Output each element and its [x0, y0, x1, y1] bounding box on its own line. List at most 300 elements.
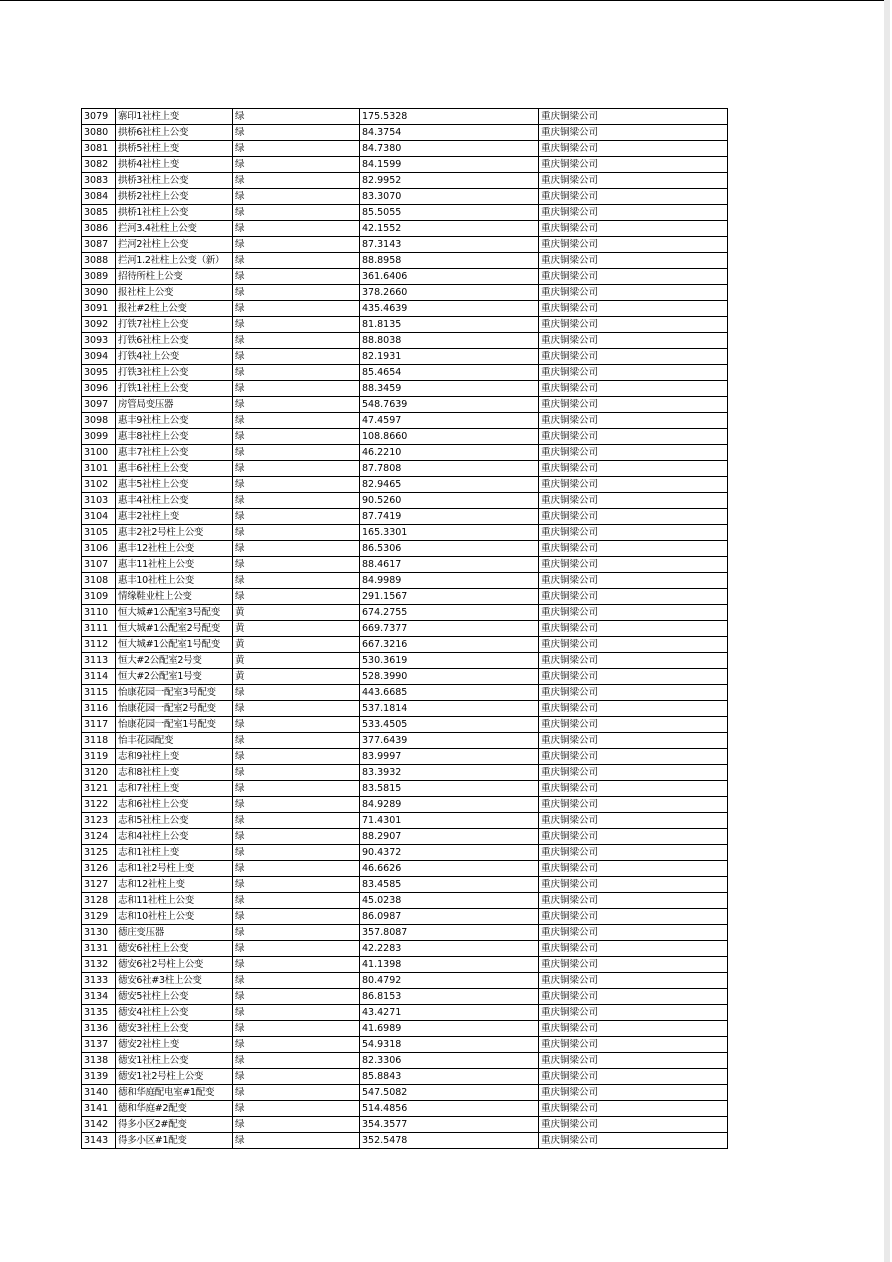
grade-cell: 绿 [233, 1053, 360, 1069]
grade-cell: 绿 [233, 1037, 360, 1053]
company-cell: 重庆铜梁公司 [539, 669, 728, 685]
value-cell: 71.4301 [360, 813, 539, 829]
grade-cell: 绿 [233, 717, 360, 733]
table-row [82, 301, 728, 317]
value-cell: 175.5328 [360, 109, 539, 125]
row-id-cell: 3142 [82, 1117, 116, 1133]
row-id-cell: 3139 [82, 1069, 116, 1085]
company-cell: 重庆铜梁公司 [539, 301, 728, 317]
grade-cell: 绿 [233, 397, 360, 413]
grade-cell: 绿 [233, 301, 360, 317]
grade-cell: 绿 [233, 317, 360, 333]
row-id-cell: 3109 [82, 589, 116, 605]
value-cell: 45.0238 [360, 893, 539, 909]
company-cell: 重庆铜梁公司 [539, 269, 728, 285]
value-cell: 354.3577 [360, 1117, 539, 1133]
table-row [82, 317, 728, 333]
transformer-name-cell: 惠丰2社柱上变 [116, 509, 233, 525]
table-row [82, 669, 728, 685]
transformer-name-cell: 志和7社柱上变 [116, 781, 233, 797]
transformer-name-cell: 惠丰2社2号柱上公变 [116, 525, 233, 541]
grade-cell: 绿 [233, 461, 360, 477]
company-cell: 重庆铜梁公司 [539, 397, 728, 413]
transformer-name-cell: 报社柱上公变 [116, 285, 233, 301]
company-cell: 重庆铜梁公司 [539, 109, 728, 125]
table-row [82, 157, 728, 173]
value-cell: 165.3301 [360, 525, 539, 541]
company-cell: 重庆铜梁公司 [539, 813, 728, 829]
table-row [82, 845, 728, 861]
grade-cell: 黄 [233, 653, 360, 669]
grade-cell: 绿 [233, 221, 360, 237]
value-cell: 82.1931 [360, 349, 539, 365]
company-cell: 重庆铜梁公司 [539, 189, 728, 205]
row-id-cell: 3116 [82, 701, 116, 717]
value-cell: 90.4372 [360, 845, 539, 861]
table-row [82, 1101, 728, 1117]
grade-cell: 绿 [233, 989, 360, 1005]
company-cell: 重庆铜梁公司 [539, 477, 728, 493]
company-cell: 重庆铜梁公司 [539, 989, 728, 1005]
transformer-name-cell: 志和6社柱上公变 [116, 797, 233, 813]
transformer-name-cell: 拦河2社柱上公变 [116, 237, 233, 253]
company-cell: 重庆铜梁公司 [539, 941, 728, 957]
value-cell: 83.9997 [360, 749, 539, 765]
transformer-name-cell: 志和4社柱上公变 [116, 829, 233, 845]
table-row [82, 461, 728, 477]
transformer-name-cell: 志和1社柱上变 [116, 845, 233, 861]
transformer-name-cell: 房管局变压器 [116, 397, 233, 413]
table-row [82, 125, 728, 141]
grade-cell: 黄 [233, 669, 360, 685]
value-cell: 443.6685 [360, 685, 539, 701]
transformer-name-cell: 打铁6社柱上公变 [116, 333, 233, 349]
value-cell: 46.6626 [360, 861, 539, 877]
transformer-name-cell: 拱桥6社柱上公变 [116, 125, 233, 141]
row-id-cell: 3098 [82, 413, 116, 429]
value-cell: 84.1599 [360, 157, 539, 173]
company-cell: 重庆铜梁公司 [539, 717, 728, 733]
row-id-cell: 3080 [82, 125, 116, 141]
company-cell: 重庆铜梁公司 [539, 973, 728, 989]
table-row [82, 493, 728, 509]
value-cell: 42.1552 [360, 221, 539, 237]
table-row [82, 253, 728, 269]
table-row [82, 205, 728, 221]
grade-cell: 绿 [233, 125, 360, 141]
transformer-name-cell: 惠丰10社柱上公变 [116, 573, 233, 589]
grade-cell: 绿 [233, 957, 360, 973]
value-cell: 357.8087 [360, 925, 539, 941]
row-id-cell: 3106 [82, 541, 116, 557]
value-cell: 81.8135 [360, 317, 539, 333]
value-cell: 86.8153 [360, 989, 539, 1005]
value-cell: 378.2660 [360, 285, 539, 301]
table-row [82, 589, 728, 605]
transformer-name-cell: 惠丰6社柱上公变 [116, 461, 233, 477]
value-cell: 530.3619 [360, 653, 539, 669]
value-cell: 291.1567 [360, 589, 539, 605]
grade-cell: 绿 [233, 1005, 360, 1021]
table-row [82, 1069, 728, 1085]
value-cell: 547.5082 [360, 1085, 539, 1101]
value-cell: 82.3306 [360, 1053, 539, 1069]
grade-cell: 绿 [233, 365, 360, 381]
value-cell: 537.1814 [360, 701, 539, 717]
row-id-cell: 3081 [82, 141, 116, 157]
row-id-cell: 3088 [82, 253, 116, 269]
grade-cell: 绿 [233, 237, 360, 253]
company-cell: 重庆铜梁公司 [539, 573, 728, 589]
transformer-name-cell: 得多小区#1配变 [116, 1133, 233, 1149]
transformer-name-cell: 德安6社#3柱上公变 [116, 973, 233, 989]
company-cell: 重庆铜梁公司 [539, 445, 728, 461]
value-cell: 88.8038 [360, 333, 539, 349]
row-id-cell: 3125 [82, 845, 116, 861]
transformer-name-cell: 恒大#2公配室1号变 [116, 669, 233, 685]
company-cell: 重庆铜梁公司 [539, 1069, 728, 1085]
company-cell: 重庆铜梁公司 [539, 1005, 728, 1021]
row-id-cell: 3104 [82, 509, 116, 525]
value-cell: 47.4597 [360, 413, 539, 429]
grade-cell: 绿 [233, 1069, 360, 1085]
transformer-name-cell: 恒大#2公配室2号变 [116, 653, 233, 669]
company-cell: 重庆铜梁公司 [539, 141, 728, 157]
value-cell: 84.3754 [360, 125, 539, 141]
transformer-name-cell: 怡康花园一配室1号配变 [116, 717, 233, 733]
value-cell: 88.2907 [360, 829, 539, 845]
row-id-cell: 3096 [82, 381, 116, 397]
company-cell: 重庆铜梁公司 [539, 925, 728, 941]
row-id-cell: 3120 [82, 765, 116, 781]
transformer-name-cell: 惠丰11社柱上公变 [116, 557, 233, 573]
row-id-cell: 3099 [82, 429, 116, 445]
transformer-name-cell: 拦河3.4社柱上公变 [116, 221, 233, 237]
row-id-cell: 3110 [82, 605, 116, 621]
grade-cell: 绿 [233, 733, 360, 749]
value-cell: 514.4856 [360, 1101, 539, 1117]
transformer-name-cell: 惠丰4社柱上公变 [116, 493, 233, 509]
value-cell: 87.7808 [360, 461, 539, 477]
table-row [82, 349, 728, 365]
company-cell: 重庆铜梁公司 [539, 429, 728, 445]
grade-cell: 绿 [233, 205, 360, 221]
transformer-name-cell: 拱桥3社柱上公变 [116, 173, 233, 189]
transformer-name-cell: 志和11社柱上公变 [116, 893, 233, 909]
company-cell: 重庆铜梁公司 [539, 845, 728, 861]
table-row [82, 237, 728, 253]
grade-cell: 绿 [233, 1101, 360, 1117]
transformer-name-cell: 恒大城#1公配室3号配变 [116, 605, 233, 621]
value-cell: 667.3216 [360, 637, 539, 653]
table-row [82, 221, 728, 237]
company-cell: 重庆铜梁公司 [539, 685, 728, 701]
grade-cell: 绿 [233, 109, 360, 125]
row-id-cell: 3100 [82, 445, 116, 461]
grade-cell: 绿 [233, 829, 360, 845]
row-id-cell: 3082 [82, 157, 116, 173]
row-id-cell: 3140 [82, 1085, 116, 1101]
grade-cell: 绿 [233, 1133, 360, 1149]
company-cell: 重庆铜梁公司 [539, 525, 728, 541]
transformer-name-cell: 拱桥5社柱上变 [116, 141, 233, 157]
company-cell: 重庆铜梁公司 [539, 1117, 728, 1133]
grade-cell: 绿 [233, 333, 360, 349]
company-cell: 重庆铜梁公司 [539, 541, 728, 557]
grade-cell: 绿 [233, 845, 360, 861]
table-row [82, 141, 728, 157]
company-cell: 重庆铜梁公司 [539, 653, 728, 669]
transformer-name-cell: 志和8社柱上变 [116, 765, 233, 781]
table-row [82, 717, 728, 733]
row-id-cell: 3127 [82, 877, 116, 893]
transformer-name-cell: 怡康花园一配室2号配变 [116, 701, 233, 717]
grade-cell: 绿 [233, 509, 360, 525]
row-id-cell: 3108 [82, 573, 116, 589]
table-row [82, 509, 728, 525]
value-cell: 88.3459 [360, 381, 539, 397]
company-cell: 重庆铜梁公司 [539, 381, 728, 397]
company-cell: 重庆铜梁公司 [539, 205, 728, 221]
value-cell: 674.2755 [360, 605, 539, 621]
grade-cell: 绿 [233, 909, 360, 925]
grade-cell: 绿 [233, 413, 360, 429]
table-row [82, 1037, 728, 1053]
value-cell: 90.5260 [360, 493, 539, 509]
value-cell: 361.6406 [360, 269, 539, 285]
table-row [82, 1085, 728, 1101]
table-row [82, 1133, 728, 1149]
value-cell: 41.6989 [360, 1021, 539, 1037]
row-id-cell: 3083 [82, 173, 116, 189]
grade-cell: 绿 [233, 141, 360, 157]
row-id-cell: 3091 [82, 301, 116, 317]
table-row [82, 909, 728, 925]
row-id-cell: 3103 [82, 493, 116, 509]
grade-cell: 绿 [233, 813, 360, 829]
value-cell: 83.3932 [360, 765, 539, 781]
value-cell: 87.3143 [360, 237, 539, 253]
row-id-cell: 3122 [82, 797, 116, 813]
transformer-name-cell: 德安6社柱上公变 [116, 941, 233, 957]
transformer-name-cell: 情缘鞋业柱上公变 [116, 589, 233, 605]
company-cell: 重庆铜梁公司 [539, 637, 728, 653]
value-cell: 84.7380 [360, 141, 539, 157]
grade-cell: 绿 [233, 429, 360, 445]
company-cell: 重庆铜梁公司 [539, 557, 728, 573]
table-row [82, 173, 728, 189]
company-cell: 重庆铜梁公司 [539, 909, 728, 925]
value-cell: 85.4654 [360, 365, 539, 381]
value-cell: 43.4271 [360, 1005, 539, 1021]
company-cell: 重庆铜梁公司 [539, 237, 728, 253]
row-id-cell: 3084 [82, 189, 116, 205]
table-row [82, 973, 728, 989]
table-row [82, 765, 728, 781]
row-id-cell: 3129 [82, 909, 116, 925]
transformer-name-cell: 德安2社柱上变 [116, 1037, 233, 1053]
transformer-name-cell: 招待所柱上公变 [116, 269, 233, 285]
value-cell: 83.5815 [360, 781, 539, 797]
company-cell: 重庆铜梁公司 [539, 797, 728, 813]
company-cell: 重庆铜梁公司 [539, 509, 728, 525]
table-row [82, 733, 728, 749]
transformer-name-cell: 志和5社柱上公变 [116, 813, 233, 829]
transformer-name-cell: 寨印1社柱上变 [116, 109, 233, 125]
row-id-cell: 3121 [82, 781, 116, 797]
row-id-cell: 3092 [82, 317, 116, 333]
transformer-name-cell: 惠丰7社柱上公变 [116, 445, 233, 461]
grade-cell: 绿 [233, 877, 360, 893]
row-id-cell: 3124 [82, 829, 116, 845]
row-id-cell: 3134 [82, 989, 116, 1005]
company-cell: 重庆铜梁公司 [539, 749, 728, 765]
company-cell: 重庆铜梁公司 [539, 365, 728, 381]
value-cell: 46.2210 [360, 445, 539, 461]
transformer-name-cell: 恒大城#1公配室2号配变 [116, 621, 233, 637]
transformer-name-cell: 得多小区2#配变 [116, 1117, 233, 1133]
table-row [82, 413, 728, 429]
company-cell: 重庆铜梁公司 [539, 605, 728, 621]
company-cell: 重庆铜梁公司 [539, 317, 728, 333]
row-id-cell: 3105 [82, 525, 116, 541]
transformer-table-body [82, 109, 728, 1149]
table-row [82, 365, 728, 381]
table-row [82, 941, 728, 957]
row-id-cell: 3131 [82, 941, 116, 957]
company-cell: 重庆铜梁公司 [539, 413, 728, 429]
value-cell: 83.3070 [360, 189, 539, 205]
transformer-name-cell: 德安5社柱上公变 [116, 989, 233, 1005]
table-row [82, 109, 728, 125]
value-cell: 528.3990 [360, 669, 539, 685]
company-cell: 重庆铜梁公司 [539, 1133, 728, 1149]
company-cell: 重庆铜梁公司 [539, 125, 728, 141]
page-top-border [0, 0, 890, 1]
grade-cell: 黄 [233, 637, 360, 653]
company-cell: 重庆铜梁公司 [539, 221, 728, 237]
company-cell: 重庆铜梁公司 [539, 333, 728, 349]
row-id-cell: 3143 [82, 1133, 116, 1149]
grade-cell: 绿 [233, 1021, 360, 1037]
transformer-name-cell: 打铁4社上公变 [116, 349, 233, 365]
company-cell: 重庆铜梁公司 [539, 781, 728, 797]
grade-cell: 绿 [233, 925, 360, 941]
transformer-name-cell: 惠丰9社柱上公变 [116, 413, 233, 429]
table-row [82, 1053, 728, 1069]
transformer-name-cell: 德安3社柱上公变 [116, 1021, 233, 1037]
company-cell: 重庆铜梁公司 [539, 349, 728, 365]
row-id-cell: 3097 [82, 397, 116, 413]
transformer-name-cell: 德安4社柱上公变 [116, 1005, 233, 1021]
value-cell: 82.9952 [360, 173, 539, 189]
table-row [82, 653, 728, 669]
grade-cell: 绿 [233, 589, 360, 605]
table-row [82, 813, 728, 829]
grade-cell: 绿 [233, 445, 360, 461]
row-id-cell: 3119 [82, 749, 116, 765]
transformer-name-cell: 志和9社柱上变 [116, 749, 233, 765]
value-cell: 88.8958 [360, 253, 539, 269]
value-cell: 88.4617 [360, 557, 539, 573]
value-cell: 548.7639 [360, 397, 539, 413]
company-cell: 重庆铜梁公司 [539, 893, 728, 909]
transformer-name-cell: 惠丰12社柱上公变 [116, 541, 233, 557]
row-id-cell: 3130 [82, 925, 116, 941]
transformer-name-cell: 恒大城#1公配室1号配变 [116, 637, 233, 653]
transformer-name-cell: 惠丰8社柱上公变 [116, 429, 233, 445]
table-row [82, 797, 728, 813]
grade-cell: 绿 [233, 269, 360, 285]
row-id-cell: 3117 [82, 717, 116, 733]
row-id-cell: 3141 [82, 1101, 116, 1117]
transformer-name-cell: 拦河1.2社柱上公变（新） [116, 253, 233, 269]
value-cell: 108.8660 [360, 429, 539, 445]
row-id-cell: 3087 [82, 237, 116, 253]
value-cell: 80.4792 [360, 973, 539, 989]
grade-cell: 绿 [233, 861, 360, 877]
row-id-cell: 3112 [82, 637, 116, 653]
grade-cell: 黄 [233, 605, 360, 621]
table-row [82, 989, 728, 1005]
grade-cell: 绿 [233, 781, 360, 797]
company-cell: 重庆铜梁公司 [539, 493, 728, 509]
value-cell: 83.4585 [360, 877, 539, 893]
row-id-cell: 3113 [82, 653, 116, 669]
company-cell: 重庆铜梁公司 [539, 829, 728, 845]
value-cell: 82.9465 [360, 477, 539, 493]
grade-cell: 绿 [233, 285, 360, 301]
row-id-cell: 3138 [82, 1053, 116, 1069]
row-id-cell: 3101 [82, 461, 116, 477]
value-cell: 533.4505 [360, 717, 539, 733]
grade-cell: 绿 [233, 573, 360, 589]
table-row [82, 893, 728, 909]
row-id-cell: 3085 [82, 205, 116, 221]
grade-cell: 绿 [233, 893, 360, 909]
company-cell: 重庆铜梁公司 [539, 461, 728, 477]
value-cell: 54.9318 [360, 1037, 539, 1053]
transformer-table [81, 108, 728, 1149]
value-cell: 435.4639 [360, 301, 539, 317]
transformer-name-cell: 德安1社2号柱上公变 [116, 1069, 233, 1085]
row-id-cell: 3107 [82, 557, 116, 573]
transformer-name-cell: 怡康花园一配室3号配变 [116, 685, 233, 701]
row-id-cell: 3136 [82, 1021, 116, 1037]
table-row [82, 477, 728, 493]
company-cell: 重庆铜梁公司 [539, 253, 728, 269]
transformer-name-cell: 打铁3社柱上公变 [116, 365, 233, 381]
transformer-name-cell: 德和华庭#2配变 [116, 1101, 233, 1117]
row-id-cell: 3115 [82, 685, 116, 701]
transformer-name-cell: 德安1社柱上公变 [116, 1053, 233, 1069]
table-row [82, 269, 728, 285]
table-row [82, 189, 728, 205]
row-id-cell: 3114 [82, 669, 116, 685]
table-row [82, 957, 728, 973]
value-cell: 86.0987 [360, 909, 539, 925]
row-id-cell: 3133 [82, 973, 116, 989]
row-id-cell: 3135 [82, 1005, 116, 1021]
row-id-cell: 3095 [82, 365, 116, 381]
transformer-name-cell: 拱桥1社柱上公变 [116, 205, 233, 221]
table-row [82, 557, 728, 573]
page-right-edge [884, 0, 890, 1262]
grade-cell: 绿 [233, 189, 360, 205]
row-id-cell: 3111 [82, 621, 116, 637]
company-cell: 重庆铜梁公司 [539, 1021, 728, 1037]
grade-cell: 绿 [233, 749, 360, 765]
